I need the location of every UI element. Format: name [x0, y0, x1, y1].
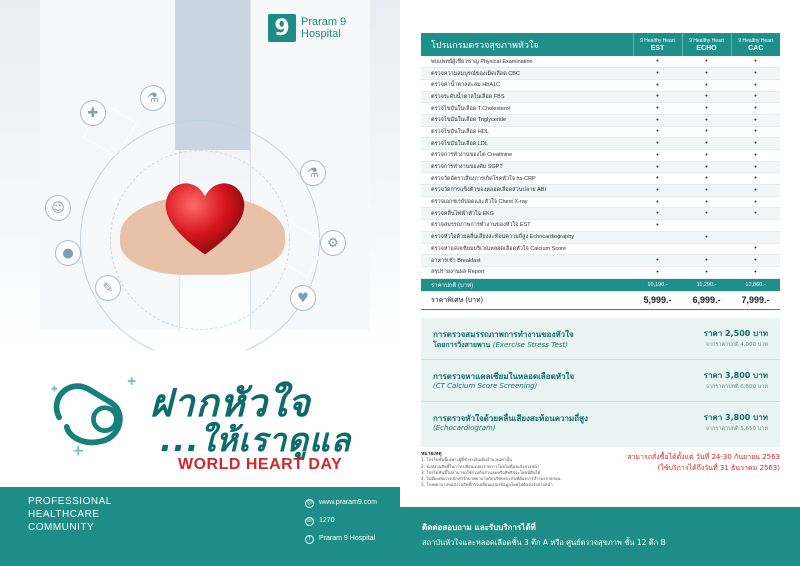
cac-check	[731, 231, 780, 243]
special-price-label: ราคาพิเศษ (บาท)	[421, 291, 633, 309]
est-check: •	[633, 126, 682, 138]
cac-check: •	[731, 103, 780, 115]
note-item: 3. โปรโมชั่นนี้ไม่สามารถใช้ร่วมกับส่วนลดหรือสิทธิประโยชน์อื่นได้	[421, 469, 541, 475]
notes-heading: หมายเหตุ	[421, 451, 442, 457]
red-heart-icon	[160, 175, 250, 260]
est-check: •	[633, 68, 682, 80]
echo-check: •	[682, 266, 731, 278]
table-row	[421, 126, 780, 138]
normal-price-est: 10,190.-	[633, 278, 682, 291]
right-footer	[400, 507, 800, 566]
cac-check: •	[731, 138, 780, 150]
est-check: •	[633, 79, 682, 91]
program-table	[421, 33, 780, 310]
row-name: พบแพทย์ผู้เชี่ยวชาญ Physical Examination	[421, 56, 633, 68]
promo-item	[421, 362, 780, 402]
est-check: •	[633, 220, 682, 232]
promo-normal-price: จากราคาปกติ 4,000 บาท	[705, 342, 768, 348]
cac-check: •	[731, 150, 780, 162]
headline-line1: ฝากหัวใจ	[150, 381, 311, 425]
note-item: 1. โปรโมชั่นนี้เฉพาะผู้ที่ชำระเงินเต็มจำนวนเท่านั้น	[421, 457, 513, 463]
row-name: ตรวจไขมันในเลือด LDL	[421, 138, 633, 150]
echo-check	[682, 243, 731, 255]
cac-check: •	[731, 196, 780, 208]
est-check: •	[633, 196, 682, 208]
table-row	[421, 68, 780, 80]
special-price-row	[421, 291, 780, 309]
normal-price-label: ราคาปกติ (บาท)	[421, 278, 633, 291]
notes	[421, 451, 641, 489]
table-row	[421, 103, 780, 115]
table-row	[421, 150, 780, 162]
cac-check: •	[731, 173, 780, 185]
est-check: •	[633, 173, 682, 185]
row-name: ตรวจวัดการแข็งตัวของหลอดเลือดส่วนปลาย ABI	[421, 185, 633, 197]
row-name: ตรวจความสมบูรณ์ของเม็ดเลือด CBC	[421, 68, 633, 80]
cac-check: •	[731, 56, 780, 68]
echo-check	[682, 220, 731, 232]
row-name: ตรวจค่าน้ำตาลสะสม HbA1C	[421, 79, 633, 91]
est-check: •	[633, 208, 682, 220]
globe-icon: ◎	[306, 500, 313, 506]
echo-check: •	[682, 150, 731, 162]
est-check	[633, 243, 682, 255]
echo-check: •	[682, 173, 731, 185]
table-row	[421, 231, 780, 243]
row-name: อาหารเช้า Breakfast	[421, 255, 633, 267]
echo-check: •	[682, 138, 731, 150]
est-check: •	[633, 150, 682, 162]
echo-check: •	[682, 103, 731, 115]
hospital-logo	[268, 14, 346, 42]
normal-price-cac: 12,860.-	[731, 278, 780, 291]
doctor-photo	[0, 0, 400, 350]
echo-check: •	[682, 208, 731, 220]
package-header-line2: ECHO	[696, 44, 717, 52]
table-row	[421, 185, 780, 197]
est-check: •	[633, 56, 682, 68]
logo-name-line1: Praram 9	[301, 16, 347, 28]
promo-title: การตรวจสมรรถภาพการทำงานของหัวใจ	[433, 330, 574, 339]
row-name: ตรวจสมรรถภาพการทำงานของหัวใจ EST	[421, 220, 633, 232]
promo-period-line2: (ใช้บริการได้ถึงวันที่ 31 ธันวาคม 2563)	[657, 464, 780, 472]
program-header: โปรแกรมตรวจสุขภาพหัวใจ	[421, 33, 633, 56]
promo-subtitle	[433, 424, 496, 432]
cac-check: •	[731, 208, 780, 220]
table-row	[421, 79, 780, 91]
promo-subtitle	[433, 340, 568, 351]
cac-check: •	[731, 79, 780, 91]
logo-mark: 9	[268, 14, 296, 42]
echo-check: •	[682, 185, 731, 197]
promo-period-line1: สามารถสั่งซื้อได้ตั้งแต่ วันที่ 24-30 กันยายน 2563	[627, 453, 780, 461]
promo-subtitle-en: (Echocardiogram)	[433, 424, 496, 432]
contact-facebook[interactable]	[305, 530, 377, 548]
drop-icon: ●	[55, 240, 81, 266]
cac-check: •	[731, 161, 780, 173]
echo-check: •	[682, 114, 731, 126]
est-check: •	[633, 255, 682, 267]
package-header-line1: 9 Healthy Heart	[640, 37, 675, 44]
est-check: •	[633, 161, 682, 173]
phone-icon: ☏	[305, 518, 314, 524]
promo-subtitle	[433, 382, 537, 390]
syringe-icon: ✎	[95, 275, 121, 301]
note-item: 2. ขอสงวนสิทธิ์ในการเปลี่ยนแปลงรายการโดยไม่ต้องแจ้งล่วงหน้า	[421, 463, 540, 469]
est-check: •	[633, 114, 682, 126]
promo-normal-price: จากราคาปกติ 6,800 บาท	[705, 384, 768, 390]
first-aid-icon: ✚	[80, 100, 106, 126]
est-check: •	[633, 185, 682, 197]
table-row	[421, 114, 780, 126]
cac-check: •	[731, 126, 780, 138]
doctor-icon: ☺	[45, 195, 71, 221]
row-name: ตรวจระดับน้ำตาลในเลือด FBS	[421, 91, 633, 103]
cac-check: •	[731, 243, 780, 255]
promo-title: การตรวจหาแคลเซียมในหลอดเลือดหัวใจ	[433, 372, 575, 381]
special-price-est: 5,999.-	[633, 291, 682, 309]
logo-name-line2: Hospital	[301, 28, 341, 40]
logo-name	[301, 16, 346, 40]
table-row	[421, 243, 780, 255]
table-row	[421, 255, 780, 267]
cac-check: •	[731, 185, 780, 197]
row-name: ตรวจหัวใจด้วยคลื่นเสียงสะท้อนความถี่สูง Echocardiography	[421, 231, 633, 243]
promo-title: การตรวจหัวใจด้วยคลื่นเสียงสะท้อนความถี่สูง	[433, 414, 588, 423]
contact-location: สถาบันหัวใจและหลอดเลือดชั้น 3 ตึก A หรือ ศูนย์ตรวจสุขภาพ ชั้น 12 ตึก B	[422, 538, 666, 547]
tagline-line2: HEALTHCARE	[28, 509, 100, 520]
table-row	[421, 196, 780, 208]
test-tube-icon: ⚗	[140, 85, 166, 111]
promo-period	[612, 452, 780, 474]
promo-item	[421, 404, 780, 444]
package-header-line1: 9 Healthy Heart	[738, 37, 774, 44]
table-row	[421, 91, 780, 103]
promo-normal-price: จากราคาปกติ 5,650 บาท	[705, 426, 768, 432]
note-item: 5. โรงพยาบาลขอสงวนสิทธิ์การเปลี่ยนแปลงข้อมูลโดยไม่ต้องแจ้งล่วงหน้า	[421, 482, 553, 488]
row-name: ตรวจหาแคลเซียมบริเวณหลอดเลือดหัวใจ Calcium Score	[421, 243, 633, 255]
tagline-line3: COMMUNITY	[28, 522, 95, 533]
heart-rate-icon: ♥	[290, 285, 316, 311]
headline-line2: ...ให้เราดูแล	[160, 421, 352, 459]
promo-item	[421, 320, 780, 360]
row-name: ตรวจไขมันในเลือด T.Cholesterol	[421, 103, 633, 115]
flask-icon: ⚗	[300, 160, 326, 186]
echo-check: •	[682, 196, 731, 208]
row-name: ตรวจการทำงานของตับ SGPT	[421, 161, 633, 173]
world-heart-day-title: WORLD HEART DAY	[178, 456, 343, 473]
contact-list	[305, 494, 377, 548]
promo-subtitle-en: (Exercise Stress Test)	[492, 341, 568, 349]
echo-check: •	[682, 68, 731, 80]
promo-price: ราคา 3,800 บาท	[703, 413, 768, 422]
echo-check: •	[682, 56, 731, 68]
echo-check: •	[682, 161, 731, 173]
echo-check: •	[682, 91, 731, 103]
normal-price-echo: 11,290.-	[682, 278, 731, 291]
package-header-est	[633, 33, 682, 56]
row-name: ตรวจวัดอัตราเสี่ยงการเกิดโรคหัวใจ hs-CRP	[421, 173, 633, 185]
special-price-cac: 7,999.-	[731, 291, 780, 309]
cac-check: •	[731, 114, 780, 126]
promo-subtitle-en: (CT Calcium Score Screening)	[433, 382, 538, 390]
promo-price: ราคา 2,500 บาท	[703, 329, 768, 338]
row-name: ตรวจการทำงานของไต Creatinine	[421, 150, 633, 162]
phone-text: 1270	[319, 517, 335, 524]
echo-check: •	[682, 126, 731, 138]
est-check: •	[633, 266, 682, 278]
package-header-echo	[682, 33, 731, 56]
table-row	[421, 173, 780, 185]
table-row	[421, 56, 780, 68]
row-name: ตรวจคลื่นไฟฟ้าหัวใจ EKG	[421, 208, 633, 220]
promo-price: ราคา 3,800 บาท	[703, 371, 768, 380]
cac-check: •	[731, 68, 780, 80]
est-check: •	[633, 91, 682, 103]
table-row	[421, 220, 780, 232]
contact-heading: ติดต่อสอบถาม และรับบริการได้ที่	[422, 523, 536, 532]
tagline	[28, 495, 112, 534]
echo-check: •	[682, 255, 731, 267]
contact-phone[interactable]	[305, 512, 377, 530]
promo-subtitle-prefix: โดยการวิ่งสายพาน	[433, 341, 493, 349]
stethoscope-icon	[40, 360, 145, 465]
row-name: ตรวจไขมันในเลือด HDL	[421, 126, 633, 138]
row-name: ตรวจไขมันในเลือด Triglyceride	[421, 114, 633, 126]
est-check: •	[633, 103, 682, 115]
row-name: ตรวจเอกซเรย์ปอดและหัวใจ Chest X-ray	[421, 196, 633, 208]
table-row	[421, 208, 780, 220]
contact-website[interactable]	[305, 494, 377, 512]
website-text: www.praram9.com	[319, 499, 377, 506]
facebook-icon: f	[305, 535, 314, 544]
gear-icon: ⚙	[320, 230, 346, 256]
special-price-echo: 6,999.-	[682, 291, 731, 309]
normal-price-row	[421, 278, 780, 291]
row-name: สรุปรายงานผล Report	[421, 266, 633, 278]
est-check: •	[633, 138, 682, 150]
table-row	[421, 138, 780, 150]
table-header-row	[421, 33, 780, 56]
facebook-text: Praram 9 Hospital	[319, 535, 376, 542]
table-row	[421, 266, 780, 278]
cac-check	[731, 220, 780, 232]
package-header-cac	[731, 33, 780, 56]
tagline-line1: PROFESSIONAL	[28, 496, 112, 507]
package-header-line2: CAC	[748, 44, 764, 52]
package-header-line1: 9 Healthy Heart	[689, 37, 724, 44]
echo-check: •	[682, 231, 731, 243]
cac-check: •	[731, 255, 780, 267]
left-footer	[0, 487, 400, 566]
echo-check: •	[682, 79, 731, 91]
promo-box	[421, 318, 780, 447]
package-header-line2: EST	[650, 44, 665, 52]
est-check	[633, 231, 682, 243]
cac-check: •	[731, 91, 780, 103]
note-item: 4. ไม่มีผลต่อการเบิกค่ารักษาพยาบาลกับบริษัทประกันที่ต้องการสำรองจ่ายก่อน	[421, 476, 561, 482]
cac-check: •	[731, 266, 780, 278]
table-row	[421, 161, 780, 173]
